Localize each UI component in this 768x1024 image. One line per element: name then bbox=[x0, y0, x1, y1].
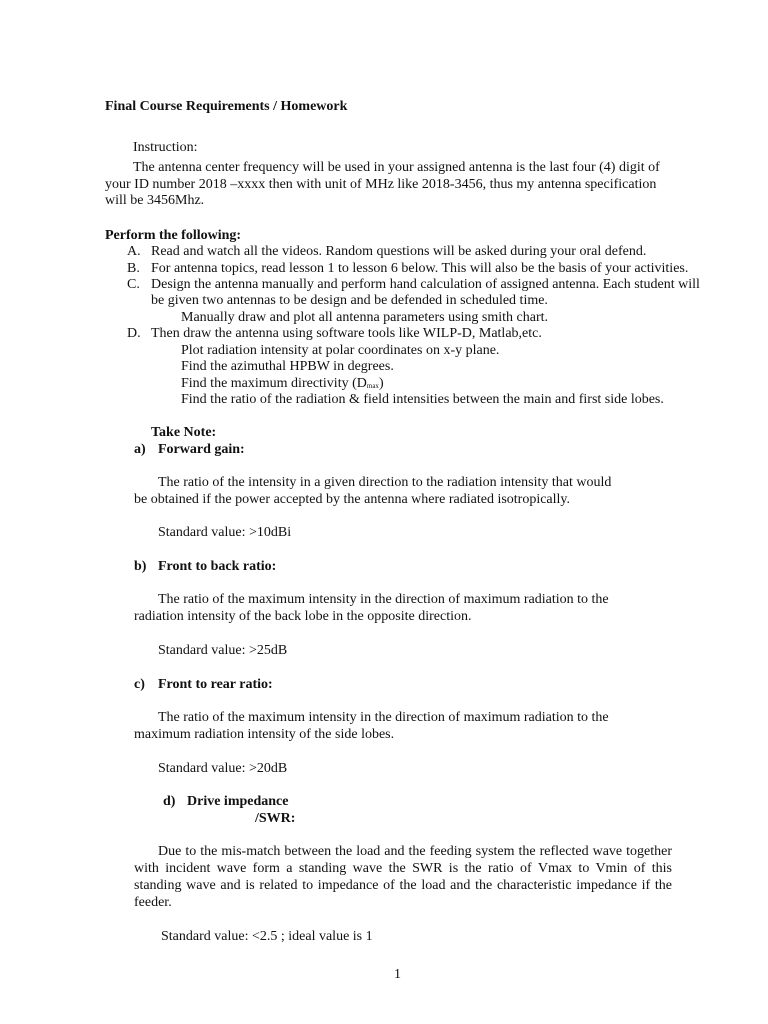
page-title: Final Course Requirements / Homework bbox=[105, 99, 348, 114]
instruction-line: will be 3456Mhz. bbox=[105, 193, 205, 208]
note-marker: b) bbox=[134, 559, 147, 574]
instruction-line: your ID number 2018 –xxxx then with unit of MHz like 2018-3456, thus my antenna specification bbox=[105, 177, 657, 192]
list-subitem: Manually draw and plot all antenna parameters using smith chart. bbox=[181, 310, 549, 325]
list-marker: B. bbox=[127, 261, 140, 276]
list-item: Read and watch all the videos. Random questions will be asked during your oral defend. bbox=[151, 244, 647, 259]
note-line: radiation intensity of the back lobe in the opposite direction. bbox=[134, 609, 472, 624]
list-item-continuation: be given two antennas to be design and be defended in scheduled time. bbox=[151, 293, 548, 308]
directivity-text: Find the maximum directivity (D bbox=[181, 376, 367, 391]
list-item: Then draw the antenna using software tools like WILP-D, Matlab,etc. bbox=[151, 326, 542, 341]
standard-value: Standard value: <2.5 ; ideal value is 1 bbox=[161, 929, 373, 944]
note-paragraph-swr: Due to the mis-match between the load and the feeding system the reflected wave together with incident wave form a standing wave the SWR is the ratio of Vmax to Vmin of this standing wave and is related to impedance of the load and the characteristic impedance if the feeder. bbox=[134, 844, 672, 910]
instruction-label: Instruction: bbox=[133, 140, 198, 155]
list-marker: D. bbox=[127, 326, 141, 341]
list-marker: A. bbox=[127, 244, 141, 259]
note-line: The ratio of the maximum intensity in the direction of maximum radiation to the bbox=[158, 592, 609, 607]
note-marker: a) bbox=[134, 442, 146, 457]
standard-value: Standard value: >10dBi bbox=[158, 525, 292, 540]
instruction-line: The antenna center frequency will be used in your assigned antenna is the last four (4) digit of bbox=[133, 160, 660, 175]
take-note-heading: Take Note: bbox=[151, 425, 217, 440]
standard-value: Standard value: >20dB bbox=[158, 761, 288, 776]
note-line: be obtained if the power accepted by the antenna where radiated isotropically. bbox=[134, 492, 571, 507]
list-subitem: Plot radiation intensity at polar coordinates on x-y plane. bbox=[181, 343, 500, 358]
standard-value: Standard value: >25dB bbox=[158, 643, 288, 658]
note-line: The ratio of the maximum intensity in the direction of maximum radiation to the bbox=[158, 710, 609, 725]
directivity-subscript: max bbox=[366, 382, 379, 390]
note-heading-swr: /SWR: bbox=[255, 811, 296, 826]
list-subitem: Find the ratio of the radiation & field intensities between the main and first side lobes. bbox=[181, 392, 664, 407]
note-line: The ratio of the intensity in a given direction to the radiation intensity that would bbox=[158, 475, 612, 490]
note-heading-front-to-back: Front to back ratio: bbox=[158, 559, 277, 574]
note-heading-forward-gain: Forward gain: bbox=[158, 442, 245, 457]
note-heading-front-to-rear: Front to rear ratio: bbox=[158, 677, 273, 692]
note-marker: c) bbox=[134, 677, 145, 692]
list-marker: C. bbox=[127, 277, 140, 292]
perform-heading: Perform the following: bbox=[105, 228, 242, 243]
note-line: maximum radiation intensity of the side lobes. bbox=[134, 727, 395, 742]
list-subitem: Find the azimuthal HPBW in degrees. bbox=[181, 359, 394, 374]
note-marker: d) bbox=[163, 794, 176, 809]
page-number: 1 bbox=[394, 967, 401, 982]
list-item: Design the antenna manually and perform hand calculation of assigned antenna. Each student will bbox=[151, 277, 700, 292]
list-item: For antenna topics, read lesson 1 to lesson 6 below. This will also be the basis of your activities. bbox=[151, 261, 689, 276]
note-heading-drive-impedance: Drive impedance bbox=[187, 794, 289, 809]
directivity-close: ) bbox=[378, 376, 384, 391]
